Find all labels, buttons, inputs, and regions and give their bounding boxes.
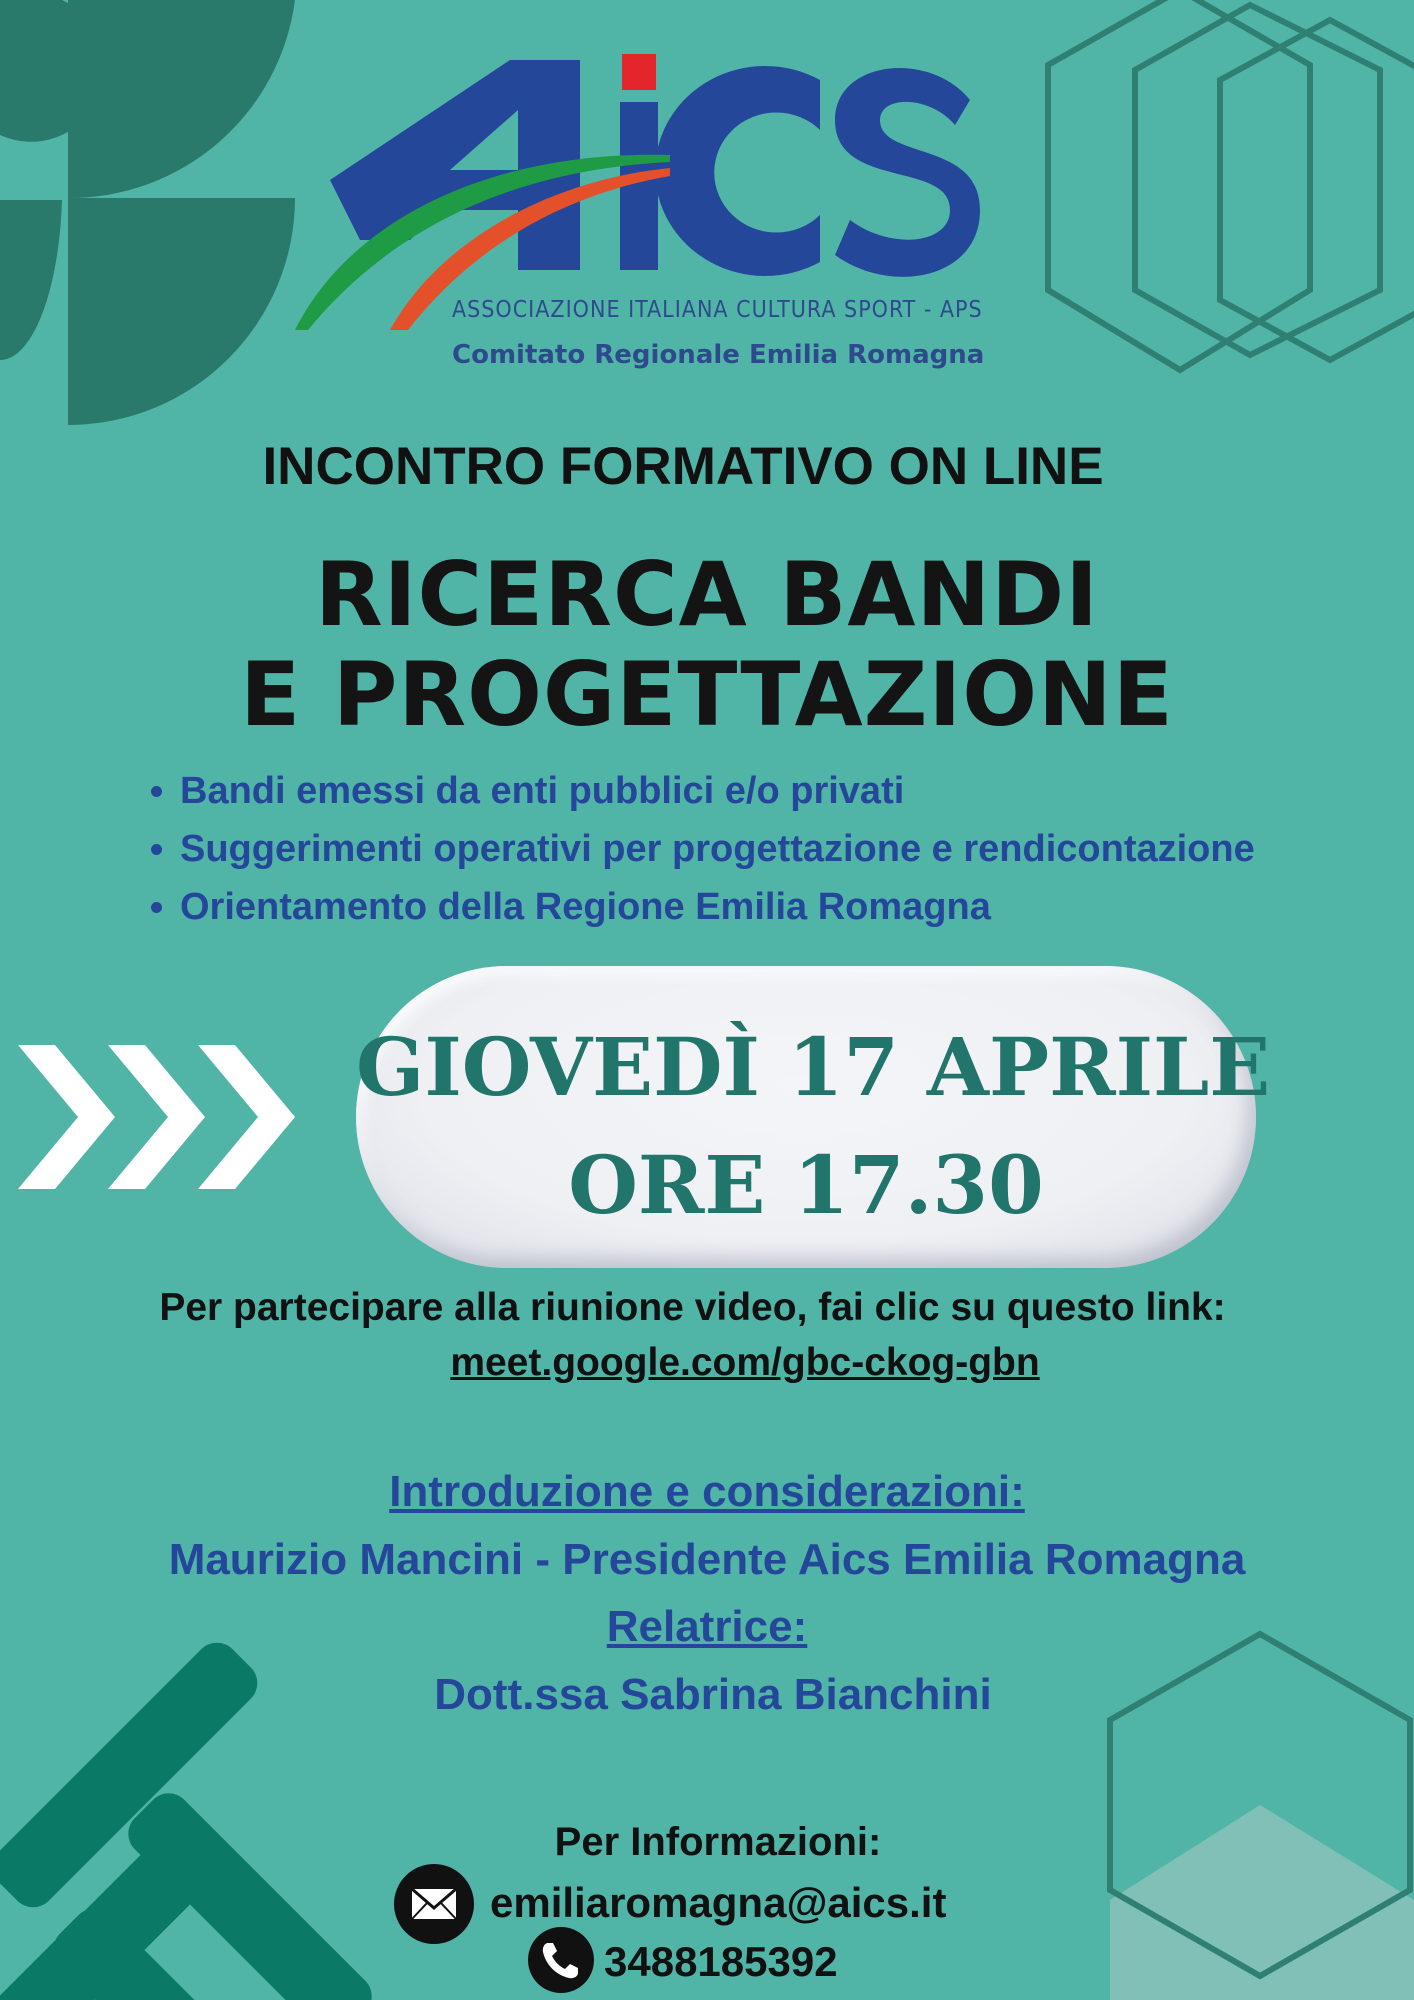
topics-list [130,762,1255,936]
logo-mark [290,40,983,340]
contact-email[interactable]: emiliaromagna@aics.it [490,1879,947,1926]
intro-name: Maurizio Mancini - Presidente Aics Emilia Romagna [168,1535,1246,1584]
contact-phone[interactable]: 3488185392 [604,1938,838,1985]
logo-association-name: ASSOCIAZIONE ITALIANA CULTURA SPORT - APS [452,297,983,323]
event-title [0,545,1414,745]
event-date: GIOVEDÌ 17 APRILE [356,1020,1271,1114]
event-subtitle: INCONTRO FORMATIVO ON LINE [262,437,1104,496]
topic-item: • Suggerimenti operativi per progettazione e rendicontazione [180,820,1255,878]
logo-committee: Comitato Regionale Emilia Romagna [452,340,985,370]
speaker-label: Relatrice: [606,1602,808,1651]
intro-label: Introduzione e considerazioni: [389,1467,1025,1516]
speaker-name: Dott.ssa Sabrina Bianchini [434,1670,992,1719]
event-title-line1: RICERCA BANDI [315,543,1099,646]
event-time: ORE 17.30 [568,1138,1044,1232]
contacts-title: Per Informazioni: [554,1820,882,1864]
envelope-icon [394,1864,474,1944]
topic-item: • Bandi emessi da enti pubblici e/o privati [180,762,1255,820]
date-time [356,1008,1271,1244]
meeting-intro: Per partecipare alla riunione video, fai clic su questo link: [159,1286,1226,1329]
phone-icon [528,1927,594,1993]
meeting-link[interactable]: meet.google.com/gbc-ckog-gbn [450,1341,1040,1384]
topic-item: • Orientamento della Regione Emilia Romagna [180,878,1255,936]
event-title-line2: E PROGETTAZIONE [240,643,1174,746]
